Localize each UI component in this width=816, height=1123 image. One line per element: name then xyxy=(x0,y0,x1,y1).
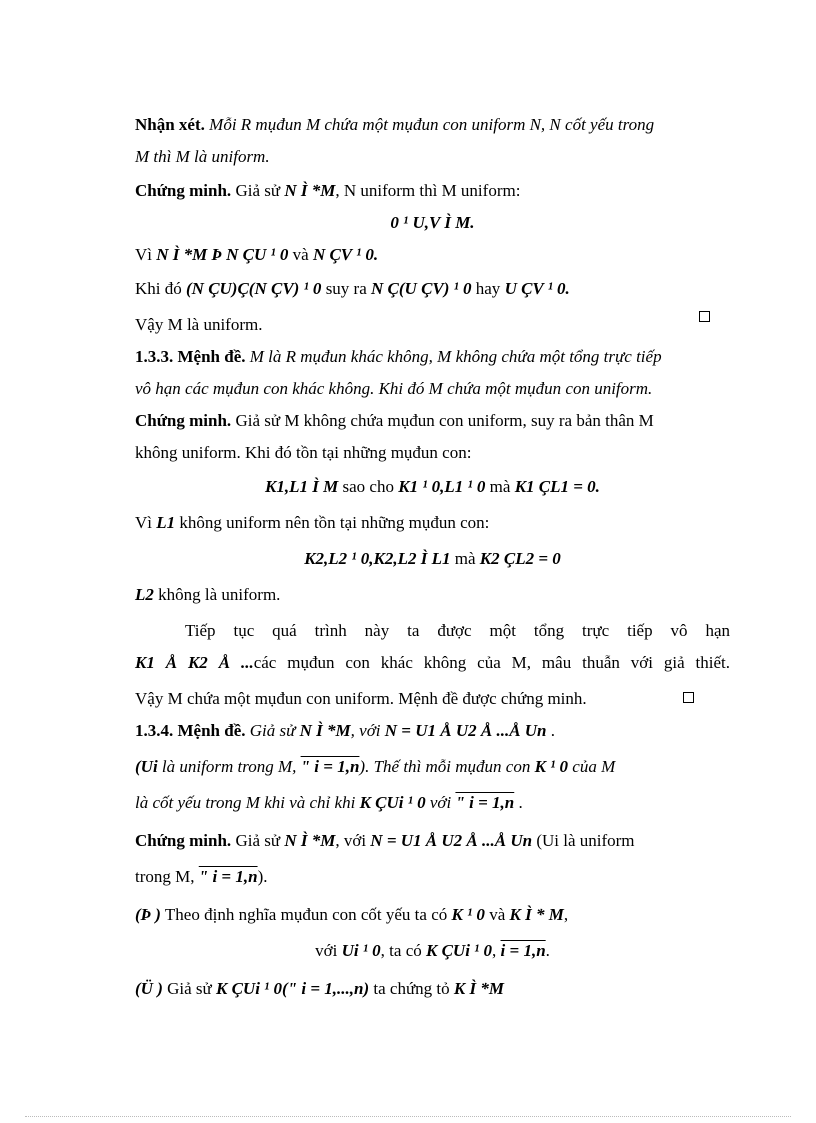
text: , xyxy=(492,941,497,960)
proposition-133-line-2: vô hạn các mụđun con khác không. Khi đó M chứa một mụđun con uniform. xyxy=(135,379,653,398)
formula: 0 ¹ U,V Ì M. xyxy=(390,213,475,232)
proposition-label: 1.3.3. Mệnh đề. xyxy=(135,347,246,366)
text: Khi đó xyxy=(135,279,182,298)
formula: N = U1 Å U2 Å ...Å Un xyxy=(384,721,547,740)
formula: " i = 1,n xyxy=(455,793,515,812)
text: Giả sử xyxy=(249,721,296,740)
proof-3-line-2 xyxy=(135,866,730,888)
text: suy ra xyxy=(325,279,367,298)
formula: K ÇUi ¹ 0 xyxy=(359,793,426,812)
proof-2-line-1 xyxy=(135,410,730,432)
text: các mụđun con khác không của M, mâu thuẫn với giả thiết. xyxy=(253,653,731,672)
qed-square-icon xyxy=(699,311,710,322)
formula: N Ì *M Þ N ÇU ¹ 0 xyxy=(156,245,289,264)
page-bottom-border xyxy=(25,1116,791,1117)
formula: " i = 1,n xyxy=(198,867,258,886)
text: với xyxy=(315,941,338,960)
text: . xyxy=(545,941,550,960)
formula: K2 ÇL2 = 0 xyxy=(479,549,561,568)
formula: Ui ¹ 0 xyxy=(341,941,381,960)
proposition-134-line-1 xyxy=(135,720,730,742)
text: Giả sử xyxy=(235,831,281,850)
text: là uniform trong M, xyxy=(161,757,297,776)
formula: K1 ¹ 0,L1 ¹ 0 xyxy=(398,477,486,496)
formula: i = 1,n xyxy=(500,941,546,960)
formula: K ¹ 0 xyxy=(534,757,569,776)
proof-label: Chứng minh. xyxy=(135,181,232,200)
formula: K1,L1 Ì M xyxy=(265,477,339,496)
text: M là R mụđun khác không, M không chứa một tổng trực tiếp xyxy=(249,347,662,366)
formula: " i = 1,n xyxy=(300,757,360,776)
proof-2-line-5: Tiếp tục quá trình này ta được một tổng trực tiếp vô hạn xyxy=(185,621,730,640)
formula: K2,L2 ¹ 0,K2,L2 Ì L1 xyxy=(304,549,451,568)
text: mà xyxy=(489,477,511,496)
text: không uniform nên tồn tại những mụđun con: xyxy=(179,513,490,532)
proof-1-line-1 xyxy=(135,180,730,202)
text: Giả sử xyxy=(235,181,281,200)
formula: (Ui xyxy=(135,757,158,776)
text: , với xyxy=(335,831,367,850)
proof-label: Chứng minh. xyxy=(135,831,232,850)
text: ta chứng tỏ xyxy=(373,979,450,998)
text: ). xyxy=(257,867,268,886)
formula: N = U1 Å U2 Å ...Å Un xyxy=(370,831,533,850)
formula: K ÇUi ¹ 0(" i = 1,...,n) xyxy=(215,979,370,998)
formula: K1 Å K2 Å ... xyxy=(135,653,254,672)
formula: L1 xyxy=(156,513,176,532)
text: , với xyxy=(350,721,381,740)
text: , xyxy=(563,905,569,924)
proof-3-line-4 xyxy=(135,940,730,962)
text: , N uniform thì M uniform: xyxy=(335,181,521,200)
text: trong M, xyxy=(135,867,195,886)
formula: N Ì *M xyxy=(284,831,336,850)
proposition-134-line-2 xyxy=(135,756,730,778)
proof-1-line-2 xyxy=(135,244,730,266)
formula: K Ì *M xyxy=(453,979,504,998)
formula: N Ì *M xyxy=(299,721,351,740)
text: và xyxy=(292,245,309,264)
text: và xyxy=(489,905,506,924)
formula-line-2 xyxy=(135,476,730,498)
formula: (N ÇU)Ç(N ÇV) ¹ 0 xyxy=(186,279,322,298)
proof-1-line-3 xyxy=(135,278,730,300)
text: (Ui là uniform xyxy=(536,831,635,850)
remark-line-2: M thì M là uniform. xyxy=(135,147,270,166)
proof-3-line-3 xyxy=(135,904,730,926)
formula-line-3 xyxy=(135,548,730,570)
formula: N Ç(U ÇV) ¹ 0 xyxy=(371,279,472,298)
remark-line-1 xyxy=(135,114,730,136)
text: mà xyxy=(454,549,476,568)
proof-2-line-4 xyxy=(135,584,730,606)
formula: (Þ ) xyxy=(135,905,161,924)
formula: K ÇUi ¹ 0 xyxy=(426,941,493,960)
proposition-134-line-3 xyxy=(135,792,730,814)
text: Theo định nghĩa mụđun con cốt yếu ta có xyxy=(164,905,448,924)
proposition-133-line-1 xyxy=(135,346,730,368)
formula: N Ì *M xyxy=(284,181,336,200)
text: ). Thế thì mỗi mụđun con xyxy=(359,757,531,776)
formula: U ÇV ¹ 0. xyxy=(504,279,570,298)
remark-text: Mỗi R mụđun M chứa một mụđun con uniform N, N cốt yếu trong xyxy=(209,115,655,134)
formula: K ¹ 0 xyxy=(451,905,485,924)
proof-1-conclusion: Vậy M là uniform. xyxy=(135,315,263,334)
text: Giả sử xyxy=(167,979,212,998)
text: . xyxy=(518,793,523,812)
proposition-label: 1.3.4. Mệnh đề. xyxy=(135,721,246,740)
proof-3-line-5 xyxy=(135,978,730,1000)
formula: K1 ÇL1 = 0. xyxy=(514,477,600,496)
formula: L2 xyxy=(135,585,154,604)
text: là cốt yếu trong M khi và chỉ khi xyxy=(135,793,356,812)
formula-line-1 xyxy=(135,212,730,234)
formula: K Ì * M xyxy=(509,905,564,924)
text: , ta có xyxy=(380,941,422,960)
text: sao cho xyxy=(342,477,394,496)
remark-label: Nhận xét. xyxy=(135,115,205,134)
text: của M xyxy=(572,757,616,776)
text: Giả sử M không chứa mụđun con uniform, suy ra bản thân M xyxy=(235,411,654,430)
text: Vì xyxy=(135,245,152,264)
text: . xyxy=(550,721,556,740)
text: Vì xyxy=(135,513,152,532)
proof-2-conclusion: Vậy M chứa một mụđun con uniform. Mệnh đề được chứng minh. xyxy=(135,689,587,708)
proof-2-line-3 xyxy=(135,512,730,534)
proof-3-line-1 xyxy=(135,830,730,852)
text: với xyxy=(429,793,452,812)
text: không là uniform. xyxy=(158,585,281,604)
formula: (Ü ) xyxy=(135,979,163,998)
proof-2-line-2: không uniform. Khi đó tồn tại những mụđun con: xyxy=(135,443,472,462)
qed-square-icon xyxy=(683,692,694,703)
proof-2-line-6 xyxy=(135,652,730,674)
text: hay xyxy=(475,279,501,298)
proof-label: Chứng minh. xyxy=(135,411,232,430)
formula: N ÇV ¹ 0. xyxy=(312,245,379,264)
